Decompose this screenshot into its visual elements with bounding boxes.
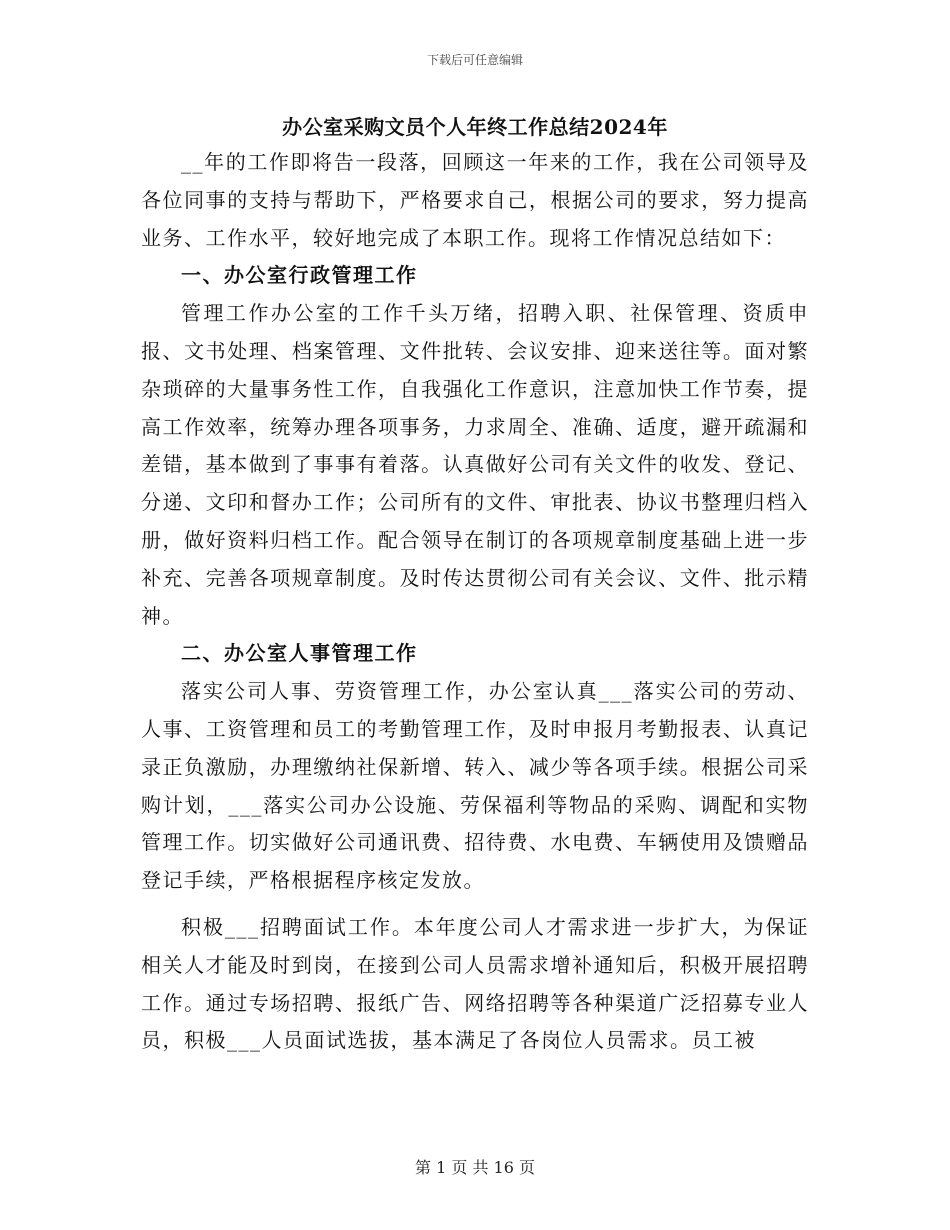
admin-paragraph: 管理工作办公室的工作千头万绪，招聘入职、社保管理、资质申报、文书处理、档案管理、文件批转、会议安排、迎来送往等。面对繁杂琐碎的大量事务性工作，自我强化工作意识，注意加快工作节奏，提高工作效率，统筹办理各项事务，力求周全、准确、适度，避开疏漏和差错，基本做到了事事有着落。认真做好公司有关文件的收发、登记、分递、文印和督办工作；公司所有的文件、审批表、协议书整理归档入册，做好资料归档工作。配合领导在制订的各项规章制度基础上进一步补充、完善各项规章制度。及时传达贯彻公司有关会议、文件、批示精神。 bbox=[141, 301, 809, 628]
hr-paragraph-2: 积极___招聘面试工作。本年度公司人才需求进一步扩大，为保证相关人才能及时到岗，在接到公司人员需求增补通知后，积极开展招聘工作。通过专场招聘、报纸广告、网络招聘等各种渠道广泛招募专业人员，积极___人员面试选拔，基本满足了各岗位人员需求。员工被 bbox=[141, 914, 809, 1053]
page-header: 下载后可任意编辑 bbox=[426, 53, 523, 67]
hr-paragraph-1: 落实公司人事、劳资管理工作，办公室认真___落实公司的劳动、人事、工资管理和员工的考勤管理工作，及时申报月考勤报表、认真记录正负激励，办理缴纳社保新增、转入、减少等各项手续。根据公司采购计划，___落实公司办公设施、劳保福利等物品的采购、调配和实物管理工作。切实做好公司通讯费、招待费、水电费、车辆使用及馈赠品登记手续，严格根据程序核定发放。 bbox=[141, 679, 809, 893]
section-heading-admin: 一、办公室行政管理工作 bbox=[181, 263, 418, 288]
page-footer: 第 1 页 共 16 页 bbox=[415, 1158, 535, 1177]
document-title: 办公室采购文员个人年终工作总结2024年 bbox=[282, 115, 668, 139]
section-heading-hr: 二、办公室人事管理工作 bbox=[181, 641, 418, 666]
document-body bbox=[141, 144, 809, 1060]
intro-paragraph: __年的工作即将告一段落，回顾这一年来的工作，我在公司领导及各位同事的支持与帮助下，严格要求自己，根据公司的要求，努力提高业务、工作水平，较好地完成了本职工作。现将工作情况总结如下： bbox=[141, 150, 809, 250]
